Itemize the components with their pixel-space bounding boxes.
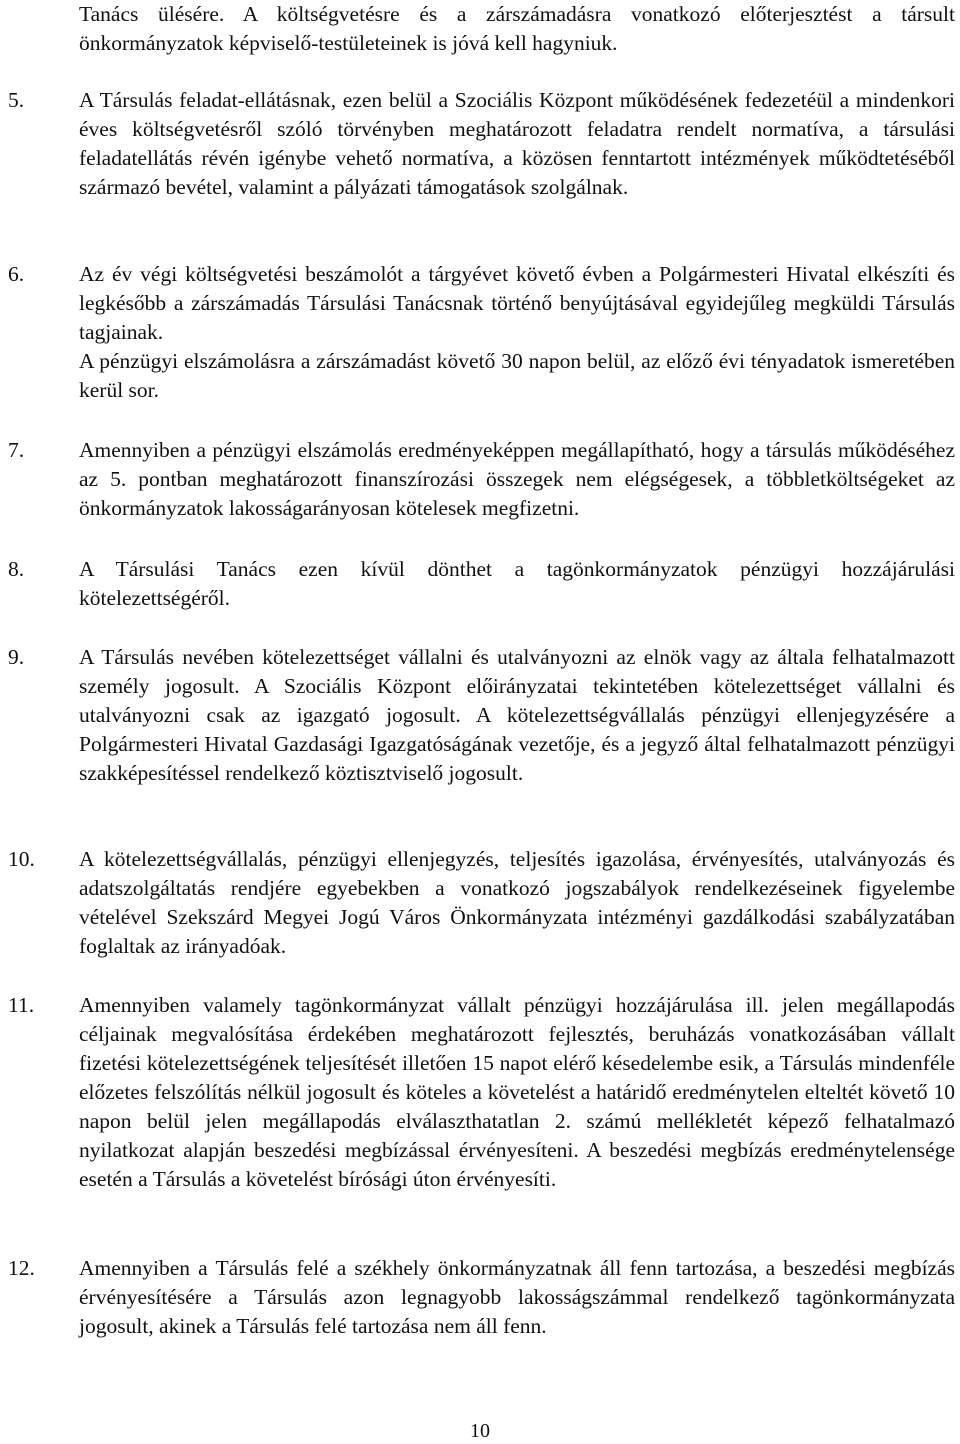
section-body: [79, 845, 955, 961]
section-number: 8.: [8, 557, 25, 581]
section-item-5: [0, 86, 955, 202]
section-paragraph: A pénzügyi elszámolásra a zárszámadást követő 30 napon belül, az előző évi tényadatok ismeretében kerül sor.: [79, 349, 955, 402]
section-paragraph: A Társulás nevében kötelezettséget vállalni és utalványozni az elnök vagy az általa felhatalmazott személy jogosult. A Szociális Központ előirányzatai tekintetében kötelezettséget vállalni és utalványozni csak az igazgató jogosult. A kötelezettségvállalás pénzügyi ellenjegyzésére a Polgármesteri Hivatal Gazdasági Igazgatóságának vezetője, és a jegyző által felhatalmazott pénzügyi szakképesítéssel rendelkező köztisztviselő jogosult.: [79, 645, 955, 785]
section-paragraph: A Társulási Tanács ezen kívül dönthet a tagönkormányzatok pénzügyi hozzájárulási kötelezettségéről.: [79, 557, 955, 610]
section-number: 10.: [8, 847, 35, 871]
section-item-12: [0, 1254, 955, 1341]
section-item-8: [0, 555, 955, 613]
section-body: [79, 991, 955, 1194]
section-number: 12.: [8, 1256, 35, 1280]
section-number: 11.: [8, 993, 35, 1017]
section-body: [79, 643, 955, 788]
section-body: [79, 1254, 955, 1341]
section-item-6: [0, 260, 955, 405]
section-number: 5.: [8, 88, 25, 112]
section-paragraph: Amennyiben a Társulás felé a székhely önkormányzatnak áll fenn tartozása, a beszedési megbízás érvényesítésére a Társulás azon legnagyobb lakosságszámmal rendelkező tagönkormányzata jogosult, akinek a Társulás felé tartozása nem áll fenn.: [79, 1256, 955, 1338]
section-paragraph: Amennyiben valamely tagönkormányzat vállalt pénzügyi hozzájárulása ill. jelen megállapodás céljainak megvalósítása érdekében meghatározott fejlesztés, beruházás vonatkozásában vállalt fizetési kötelezettségének teljesítését illetően 15 napot elérő késedelembe esik, a Társulás mindenféle előzetes felszólítás nélkül jogosult és köteles a követelést a határidő eredménytelen elteltét követő 10 napon belül jelen megállapodás elválaszthatatlan 2. számú mellékletét képező felhatalmazó nyilatkozat alapján beszedési megbízással érvényesíteni. A beszedési megbízás eredménytelensége esetén a Társulás a követelést bírósági úton érvényesíti.: [79, 993, 955, 1191]
intro-paragraph: Tanács ülésére. A költségvetésre és a zárszámadásra vonatkozó előterjesztést a társult önkormányzatok képviselő-testületeinek is jóvá kell hagyniuk.: [79, 2, 955, 55]
section-body: [79, 86, 955, 202]
section-paragraph: A Társulás feladat-ellátásnak, ezen belül a Szociális Központ működésének fedezetéül a mindenkori éves költségvetésről szóló törvényben meghatározott feladatra rendelt normatíva, a társulási feladatellátás révén igénybe vehető normatíva, a közösen fenntartott intézmények működtetéséből származó bevétel, valamint a pályázati támogatások szolgálnak.: [79, 88, 955, 199]
section-body: [79, 260, 955, 405]
section-item-9: [0, 643, 955, 788]
section-item-10: [0, 845, 955, 961]
section-number: 9.: [8, 645, 25, 669]
section-body: [79, 436, 955, 523]
section-paragraph: A kötelezettségvállalás, pénzügyi ellenjegyzés, teljesítés igazolása, érvényesítés, utalványozás és adatszolgáltatás rendjére egyebekben a vonatkozó jogszabályok rendelkezéseinek figyelembe vételével Szekszárd Megyei Jogú Város Önkormányzata intézményi gazdálkodási szabályzatában foglaltak az irányadóak.: [79, 847, 955, 958]
section-paragraph: Az év végi költségvetési beszámolót a tárgyévet követő évben a Polgármesteri Hivatal elkészíti és legkésőbb a zárszámadás Társulási Tanácsnak történő benyújtásával egyidejűleg megküldi Társulás tagjainak.: [79, 262, 955, 344]
page-number: 10: [470, 1420, 490, 1442]
section-item-7: [0, 436, 955, 523]
section-item-11: [0, 991, 955, 1194]
section-body: [79, 555, 955, 613]
section-number: 6.: [8, 262, 25, 286]
section-paragraph: Amennyiben a pénzügyi elszámolás eredményeképpen megállapítható, hogy a társulás működéséhez az 5. pontban meghatározott finanszírozási összegek nem elégségesek, a többletköltségeket az önkormányzatok lakosságarányosan kötelesek megfizetni.: [79, 438, 955, 520]
section-number: 7.: [8, 438, 25, 462]
